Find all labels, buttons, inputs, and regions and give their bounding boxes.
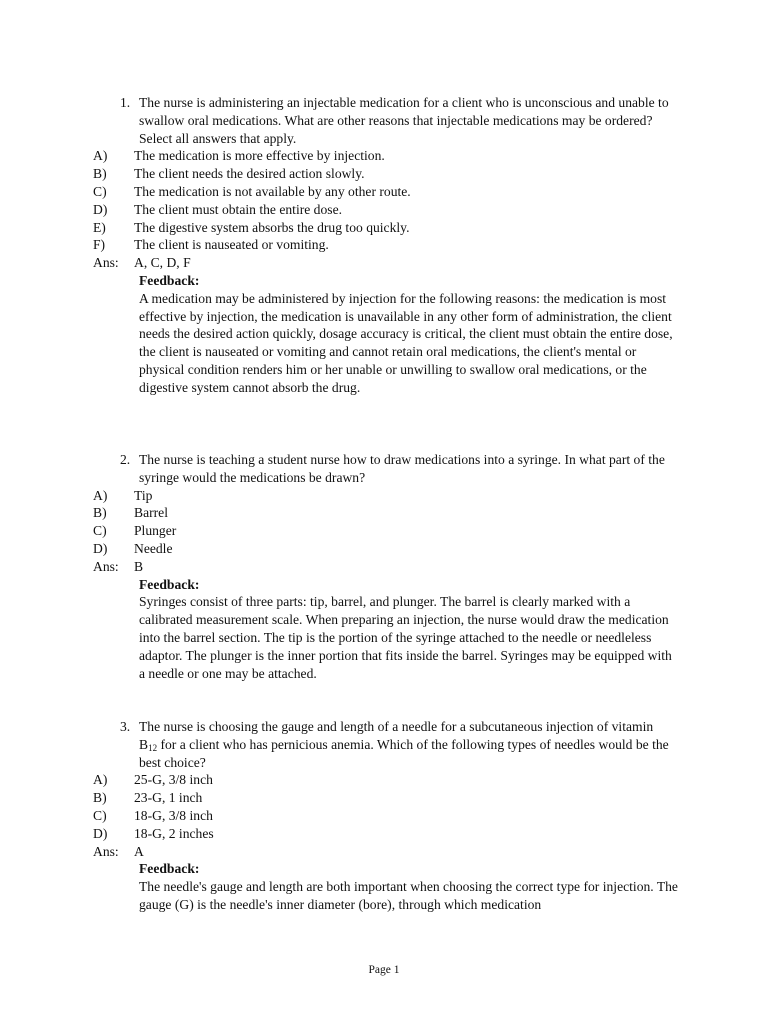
feedback-text: The needle's gauge and length are both important when choosing the correct type for injection. The gauge (G) is the needle's inner diameter (bore), through which medication — [139, 879, 678, 912]
option-c: C) 18-G, 3/8 inch — [93, 807, 213, 823]
question-2 — [0, 451, 768, 682]
feedback-text: A medication may be administered by injection for the following reasons: the medication is most effective by injection, the medication is unavailable in any other form of administration, the client needs the desired action quickly, dosage accuracy is critical, the client must obtain the entire dose, the client is nauseated or vomiting and cannot retain oral medications, the client's mental or physical condition renders him or her unable or unwilling to swallow oral medications, or the digestive system cannot absorb the drug. — [139, 290, 673, 395]
option-d: D) 18-G, 2 inches — [93, 825, 214, 841]
question-3 — [0, 718, 768, 914]
option-e: E) The digestive system absorbs the drug too quickly. — [93, 219, 410, 235]
question-number: 1. — [120, 95, 131, 110]
question-stem: 2. The nurse is teaching a student nurse how to draw medications into a syringe. In what part of the syringe would the medications be drawn? — [120, 452, 665, 485]
question-1 — [0, 94, 768, 397]
option-a: A) The medication is more effective by injection. — [93, 148, 385, 164]
feedback-title: Feedback: — [139, 861, 200, 877]
answer-line: Ans: B — [93, 558, 144, 574]
question-stem: 3. The nurse is choosing the gauge and length of a needle for a subcutaneous injection of vitamin $B_{12}$ for a client who has pernicious anemia. Which of the following types of needles would be the best choice? — [120, 719, 669, 770]
question-stem: 1. The nurse is administering an injectable medication for a client who is unconscious and unable to swallow oral medications. What are other reasons that injectable medications may be ordered? Select all answers that apply. — [120, 95, 669, 146]
option-b: B) 23-G, 1 inch — [93, 790, 203, 806]
page-number: Page 1 — [368, 964, 400, 976]
answer-value: A, C, D, F — [134, 255, 191, 271]
answer-line: Ans: A, C, D, F — [93, 255, 191, 271]
option-f: F) The client is nauseated or vomiting. — [93, 237, 329, 253]
question-number: 3. — [120, 719, 131, 734]
feedback-text: Syringes consist of three parts: tip, barrel, and plunger. The barrel is clearly marked with a calibrated measurement scale. When preparing an injection, the nurse would draw the medication into the barrel section. The tip is the portion of the syringe attached to the needle or needleless adaptor. The plunger is the inner portion that fits inside the barrel. Syringes may be equipped with a needle or one may be attached. — [139, 594, 672, 681]
option-a: A) Tip — [93, 487, 153, 503]
option-b: B) Barrel — [93, 505, 168, 521]
subscript: 12 — [148, 742, 158, 753]
option-b: B) The client needs the desired action slowly. — [93, 166, 365, 182]
option-c: C) The medication is not available by any other route. — [93, 183, 411, 199]
option-c: C) Plunger — [93, 523, 177, 539]
option-d: D) The client must obtain the entire dose. — [93, 201, 343, 217]
answer-value: B — [134, 558, 144, 574]
feedback-title: Feedback: — [139, 272, 200, 288]
option-d: D) Needle — [93, 540, 173, 556]
question-number: 2. — [120, 452, 131, 467]
feedback-title: Feedback: — [139, 576, 200, 592]
answer-value: A — [134, 843, 144, 859]
option-a: A) 25-G, 3/8 inch — [93, 772, 213, 788]
answer-line: Ans: A — [93, 843, 144, 859]
